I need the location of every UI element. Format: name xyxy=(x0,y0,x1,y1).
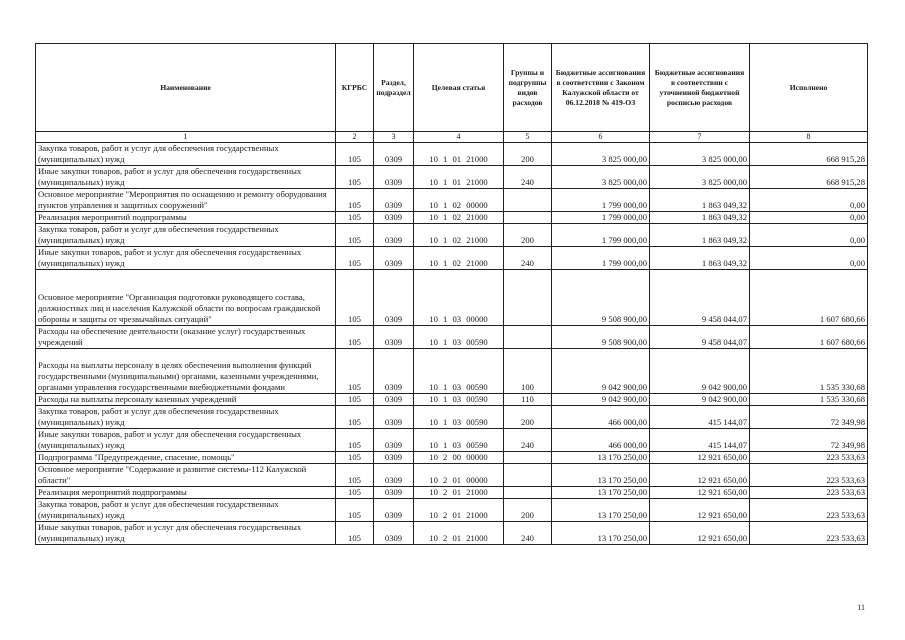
cell-group xyxy=(504,189,552,212)
cell-target: 10 2 00 00000 xyxy=(414,452,504,464)
cell-group xyxy=(504,487,552,499)
cell-kgrbs: 105 xyxy=(336,429,374,452)
cell-name: Иные закупки товаров, работ и услуг для обеспечения государственных (муниципальных) нужд xyxy=(36,247,336,270)
cell-name: Основное мероприятие "Мероприятия по оснащению и ремонту оборудования пунктов управления и защитных сооружений" xyxy=(36,189,336,212)
table-row xyxy=(36,487,868,499)
table-row xyxy=(36,247,868,270)
cell-kgrbs: 105 xyxy=(336,464,374,487)
cell-name: Закупка товаров, работ и услуг для обеспечения государственных (муниципальных) нужд xyxy=(36,499,336,522)
table-row xyxy=(36,224,868,247)
cell-kgrbs: 105 xyxy=(336,224,374,247)
cell-executed: 668 915,28 xyxy=(750,143,868,166)
cell-assigned-refined: 12 921 650,00 xyxy=(650,452,750,464)
cell-section: 0309 xyxy=(374,406,414,429)
cell-kgrbs: 105 xyxy=(336,189,374,212)
cell-executed: 0,00 xyxy=(750,212,868,224)
cell-executed: 668 915,28 xyxy=(750,166,868,189)
cell-assigned-law: 1 799 000,00 xyxy=(552,189,650,212)
cell-target: 10 1 02 00000 xyxy=(414,189,504,212)
cell-group: 110 xyxy=(504,394,552,406)
cell-target: 10 1 02 21000 xyxy=(414,224,504,247)
table-row xyxy=(36,349,868,394)
cell-target: 10 1 03 00590 xyxy=(414,429,504,452)
cell-kgrbs: 105 xyxy=(336,394,374,406)
cell-name: Закупка товаров, работ и услуг для обеспечения государственных (муниципальных) нужд xyxy=(36,143,336,166)
cell-section: 0309 xyxy=(374,452,414,464)
cell-executed: 223 533,63 xyxy=(750,487,868,499)
cell-name: Подпрограмма "Предупреждение, спасение, помощь" xyxy=(36,452,336,464)
cell-section: 0309 xyxy=(374,464,414,487)
cell-name: Закупка товаров, работ и услуг для обеспечения государственных (муниципальных) нужд xyxy=(36,224,336,247)
cell-target: 10 1 02 21000 xyxy=(414,212,504,224)
cell-target: 10 1 01 21000 xyxy=(414,166,504,189)
cell-assigned-refined: 9 458 044,07 xyxy=(650,270,750,326)
cell-executed: 0,00 xyxy=(750,247,868,270)
cell-assigned-law: 3 825 000,00 xyxy=(552,143,650,166)
col-header-executed: Исполнено xyxy=(750,44,868,132)
cell-assigned-refined: 3 825 000,00 xyxy=(650,143,750,166)
table-row xyxy=(36,166,868,189)
cell-kgrbs: 105 xyxy=(336,522,374,545)
cell-assigned-refined: 12 921 650,00 xyxy=(650,499,750,522)
column-number: 3 xyxy=(374,132,414,143)
col-header-target: Целевая статья xyxy=(414,44,504,132)
table-row xyxy=(36,189,868,212)
cell-executed: 0,00 xyxy=(750,189,868,212)
cell-group xyxy=(504,452,552,464)
cell-executed: 1 535 330,68 xyxy=(750,349,868,394)
table-body xyxy=(36,143,868,545)
cell-assigned-law: 13 170 250,00 xyxy=(552,464,650,487)
column-number: 1 xyxy=(36,132,336,143)
cell-target: 10 1 03 00590 xyxy=(414,349,504,394)
col-header-groups: Группы и подгруппы видов расходов xyxy=(504,44,552,132)
cell-group: 240 xyxy=(504,429,552,452)
cell-assigned-refined: 9 042 900,00 xyxy=(650,349,750,394)
cell-assigned-law: 9 508 900,00 xyxy=(552,326,650,349)
cell-group xyxy=(504,270,552,326)
cell-name: Расходы на выплаты персоналу в целях обеспечения выполнения функций государственными (муниципальными) органами, казенными учреждениями, органами управления государственными внебюджетными фондами xyxy=(36,349,336,394)
cell-assigned-law: 9 042 900,00 xyxy=(552,394,650,406)
cell-assigned-law: 466 000,00 xyxy=(552,406,650,429)
table-row xyxy=(36,326,868,349)
cell-target: 10 2 01 21000 xyxy=(414,487,504,499)
column-number: 7 xyxy=(650,132,750,143)
cell-name: Иные закупки товаров, работ и услуг для обеспечения государственных (муниципальных) нужд xyxy=(36,429,336,452)
cell-kgrbs: 105 xyxy=(336,452,374,464)
cell-group: 200 xyxy=(504,406,552,429)
column-number: 4 xyxy=(414,132,504,143)
cell-name: Расходы на выплаты персоналу казенных учреждений xyxy=(36,394,336,406)
cell-executed: 223 533,63 xyxy=(750,522,868,545)
cell-group: 200 xyxy=(504,224,552,247)
cell-section: 0309 xyxy=(374,349,414,394)
cell-name: Иные закупки товаров, работ и услуг для обеспечения государственных (муниципальных) нужд xyxy=(36,522,336,545)
table-row xyxy=(36,499,868,522)
cell-executed: 1 535 330,68 xyxy=(750,394,868,406)
cell-assigned-law: 13 170 250,00 xyxy=(552,452,650,464)
cell-assigned-refined: 9 458 044,07 xyxy=(650,326,750,349)
col-header-section: Раздел, подраздел xyxy=(374,44,414,132)
page-number: 11 xyxy=(857,603,865,612)
cell-kgrbs: 105 xyxy=(336,349,374,394)
cell-assigned-refined: 415 144,07 xyxy=(650,406,750,429)
table-row xyxy=(36,522,868,545)
cell-group: 200 xyxy=(504,143,552,166)
cell-assigned-law: 13 170 250,00 xyxy=(552,499,650,522)
cell-assigned-refined: 1 863 049,32 xyxy=(650,212,750,224)
cell-section: 0309 xyxy=(374,212,414,224)
cell-assigned-refined: 12 921 650,00 xyxy=(650,464,750,487)
cell-group: 100 xyxy=(504,349,552,394)
cell-assigned-refined: 415 144,07 xyxy=(650,429,750,452)
cell-section: 0309 xyxy=(374,166,414,189)
cell-target: 10 1 03 00000 xyxy=(414,270,504,326)
budget-table xyxy=(35,43,868,545)
column-number: 5 xyxy=(504,132,552,143)
cell-name: Расходы на обеспечение деятельности (оказание услуг) государственных учреждений xyxy=(36,326,336,349)
cell-assigned-refined: 12 921 650,00 xyxy=(650,487,750,499)
col-header-assigned-refined: Бюджетные ассигнования в соответствии с уточненной бюджетной росписью расходов xyxy=(650,44,750,132)
cell-kgrbs: 105 xyxy=(336,499,374,522)
cell-group: 240 xyxy=(504,247,552,270)
col-header-assigned-law: Бюджетные ассигнования в соответствии с Законом Калужской области от 06.12.2018 № 419-ОЗ xyxy=(552,44,650,132)
cell-executed: 223 533,63 xyxy=(750,464,868,487)
cell-executed: 72 349,98 xyxy=(750,406,868,429)
cell-section: 0309 xyxy=(374,270,414,326)
table-row xyxy=(36,464,868,487)
cell-name: Основное мероприятие "Содержание и развитие системы-112 Калужской области" xyxy=(36,464,336,487)
table-row xyxy=(36,394,868,406)
table-row xyxy=(36,429,868,452)
table-row xyxy=(36,143,868,166)
cell-target: 10 2 01 00000 xyxy=(414,464,504,487)
cell-kgrbs: 105 xyxy=(336,212,374,224)
cell-section: 0309 xyxy=(374,247,414,270)
cell-section: 0309 xyxy=(374,224,414,247)
cell-kgrbs: 105 xyxy=(336,166,374,189)
column-number: 8 xyxy=(750,132,868,143)
cell-name: Реализация мероприятий подпрограммы xyxy=(36,487,336,499)
cell-assigned-refined: 9 042 900,00 xyxy=(650,394,750,406)
cell-section: 0309 xyxy=(374,326,414,349)
cell-section: 0309 xyxy=(374,394,414,406)
cell-section: 0309 xyxy=(374,189,414,212)
cell-group xyxy=(504,464,552,487)
cell-kgrbs: 105 xyxy=(336,247,374,270)
cell-assigned-refined: 3 825 000,00 xyxy=(650,166,750,189)
cell-group xyxy=(504,212,552,224)
cell-name: Закупка товаров, работ и услуг для обеспечения государственных (муниципальных) нужд xyxy=(36,406,336,429)
cell-kgrbs: 105 xyxy=(336,326,374,349)
table-row xyxy=(36,406,868,429)
cell-assigned-law: 466 000,00 xyxy=(552,429,650,452)
table-row xyxy=(36,452,868,464)
cell-target: 10 1 01 21000 xyxy=(414,143,504,166)
column-number: 2 xyxy=(336,132,374,143)
cell-assigned-law: 1 799 000,00 xyxy=(552,224,650,247)
cell-executed: 223 533,63 xyxy=(750,452,868,464)
cell-group: 200 xyxy=(504,499,552,522)
col-header-kgrbs: КГРБС xyxy=(336,44,374,132)
table-row xyxy=(36,270,868,326)
cell-assigned-law: 13 170 250,00 xyxy=(552,487,650,499)
cell-target: 10 1 03 00590 xyxy=(414,394,504,406)
cell-assigned-law: 13 170 250,00 xyxy=(552,522,650,545)
cell-assigned-law: 3 825 000,00 xyxy=(552,166,650,189)
table-row xyxy=(36,212,868,224)
cell-assigned-law: 9 042 900,00 xyxy=(552,349,650,394)
cell-assigned-refined: 1 863 049,32 xyxy=(650,224,750,247)
cell-name: Реализация мероприятий подпрограммы xyxy=(36,212,336,224)
cell-group: 240 xyxy=(504,166,552,189)
cell-executed: 0,00 xyxy=(750,224,868,247)
cell-section: 0309 xyxy=(374,487,414,499)
cell-executed: 223 533,63 xyxy=(750,499,868,522)
cell-target: 10 1 03 00590 xyxy=(414,406,504,429)
cell-assigned-refined: 1 863 049,32 xyxy=(650,189,750,212)
cell-name: Иные закупки товаров, работ и услуг для обеспечения государственных (муниципальных) нужд xyxy=(36,166,336,189)
column-number-row xyxy=(36,132,868,143)
cell-assigned-law: 1 799 000,00 xyxy=(552,212,650,224)
cell-section: 0309 xyxy=(374,522,414,545)
header-row xyxy=(36,44,868,132)
cell-executed: 1 607 680,66 xyxy=(750,326,868,349)
cell-target: 10 2 01 21000 xyxy=(414,499,504,522)
cell-section: 0309 xyxy=(374,143,414,166)
column-number: 6 xyxy=(552,132,650,143)
cell-kgrbs: 105 xyxy=(336,143,374,166)
cell-target: 10 1 03 00590 xyxy=(414,326,504,349)
cell-kgrbs: 105 xyxy=(336,270,374,326)
cell-target: 10 2 01 21000 xyxy=(414,522,504,545)
cell-section: 0309 xyxy=(374,429,414,452)
cell-group xyxy=(504,326,552,349)
cell-kgrbs: 105 xyxy=(336,406,374,429)
cell-section: 0309 xyxy=(374,499,414,522)
cell-assigned-refined: 12 921 650,00 xyxy=(650,522,750,545)
cell-kgrbs: 105 xyxy=(336,487,374,499)
cell-name: Основное мероприятие "Организация подготовки руководящего состава, должностных лиц и населения Калужской области по вопросам гражданской обороны и защиты от чрезвычайных ситуаций" xyxy=(36,270,336,326)
cell-group: 240 xyxy=(504,522,552,545)
cell-executed: 1 607 680,66 xyxy=(750,270,868,326)
cell-assigned-law: 9 508 900,00 xyxy=(552,270,650,326)
cell-executed: 72 349,98 xyxy=(750,429,868,452)
cell-assigned-law: 1 799 000,00 xyxy=(552,247,650,270)
col-header-name: Наименование xyxy=(36,44,336,132)
cell-target: 10 1 02 21000 xyxy=(414,247,504,270)
cell-assigned-refined: 1 863 049,32 xyxy=(650,247,750,270)
